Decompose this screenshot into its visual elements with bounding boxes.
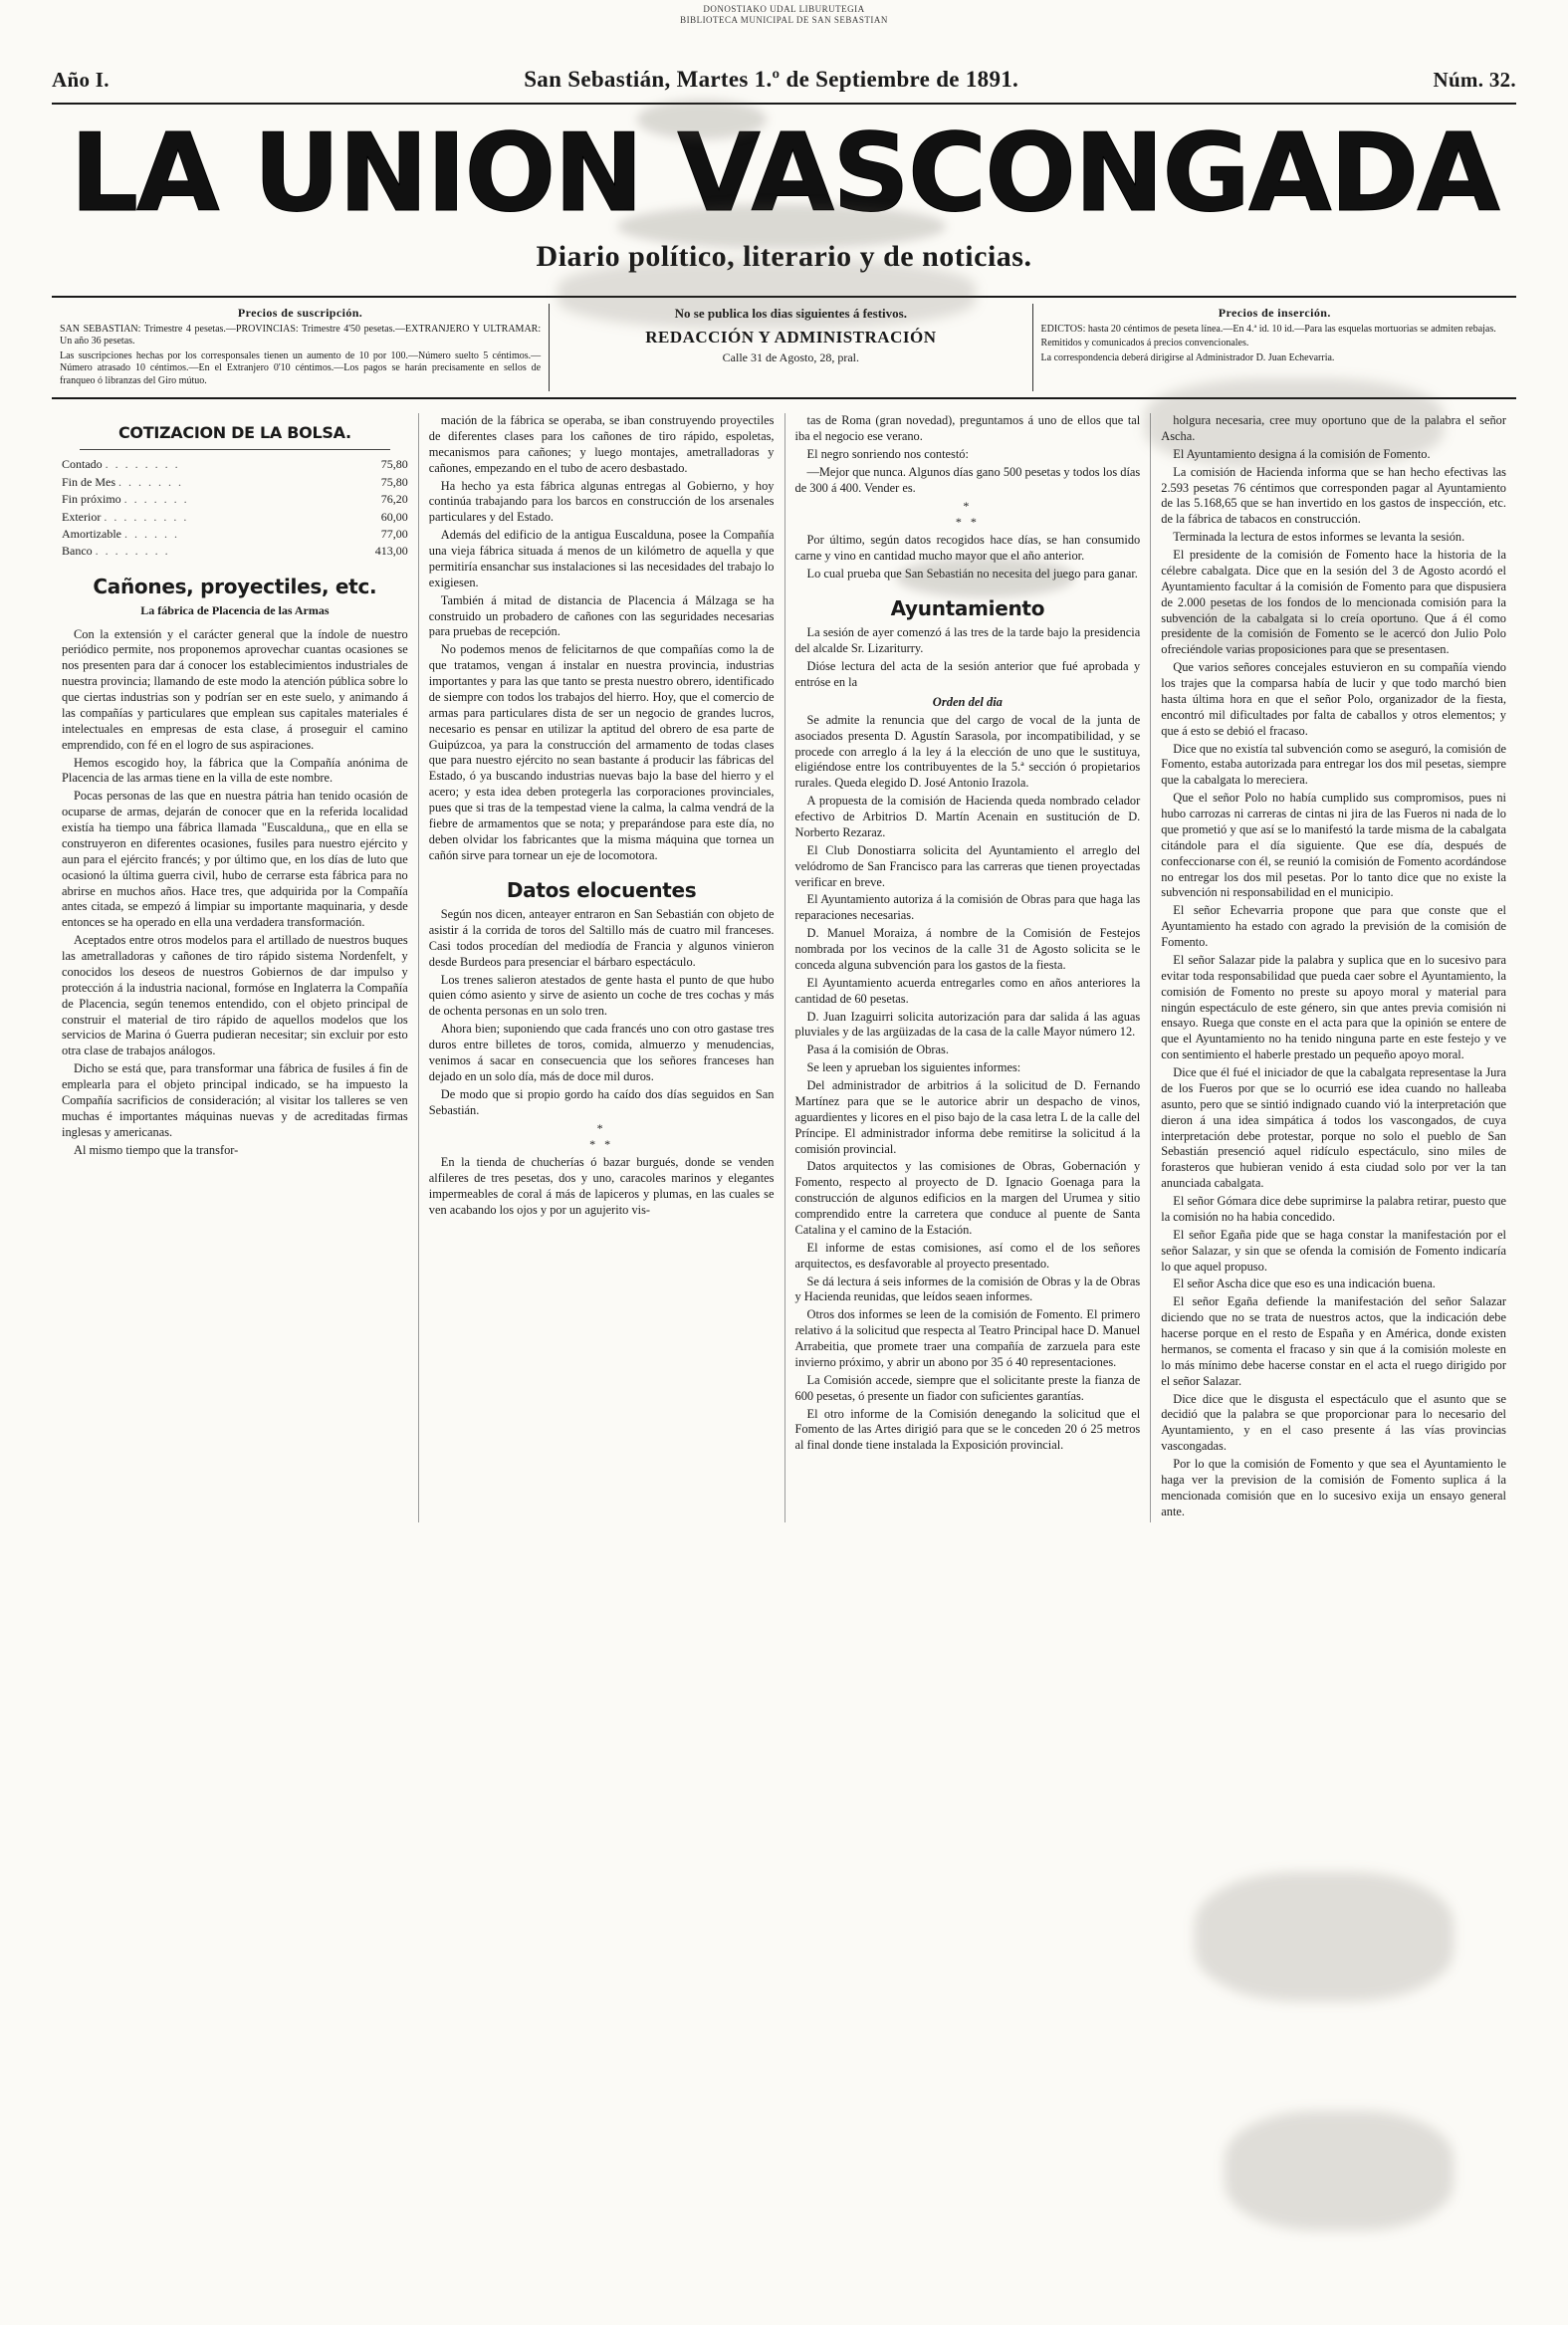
insertion-line-2: Remitidos y comunicados á precios convencionales. bbox=[1040, 338, 1249, 349]
paragraph: Dicho se está que, para transformar una fábrica de fusiles á fin de emplearla para el objeto principal indicado, se ha impuesto la Compañía sacrificios de consideración; al visitar los talleres se ven muchas é importantes máquinas nuevas y de acreditadas firmas inglesas y americanas. bbox=[62, 1061, 408, 1139]
quote-label-text: Fin de Mes bbox=[62, 474, 115, 489]
quote-value: 76,20 bbox=[380, 492, 408, 507]
paragraph: Aceptados entre otros modelos para el artillado de nuestros buques las ametralladoras y cañones de tiro rápido sistema Nordenfelt, y conocidos los deseos de nuestros Gobiernos de dar impulso y protección á la industria nacional, formóse en Inglaterra la Compañía de Placencia, según tenemos entendido, con el objeto principal de construir el material de tiro rápido de aquellos modelos que los servicios de Marina ó Guerra pudieran necesitar; sin excluir por esto otra clase de trabajos análogos. bbox=[62, 933, 408, 1058]
paragraph: El Club Donostiarra solicita del Ayuntamiento el arreglo del velódromo de San Francisco para las carreras que tienen proyectadas verificar en breve. bbox=[794, 842, 1141, 889]
newspaper-subtitle: Diario político, literario y de noticias. bbox=[536, 239, 1032, 273]
section-heading-ayuntamiento: Ayuntamiento bbox=[890, 595, 1045, 620]
paragraph: Ha hecho ya esta fábrica algunas entregas al Gobierno, y hoy continúa trabajando para los barcos en construcción de los arsenales particulares y del Estado. bbox=[428, 478, 775, 525]
quote-value: 60,00 bbox=[380, 509, 408, 524]
column-4 bbox=[1150, 413, 1516, 1522]
paragraph: El negro sonriendo nos contestó: bbox=[806, 446, 969, 461]
paragraph: Otros dos informes se leen de la comisión de Fomento. El primero relativo á la solicitud que respecta al Teatro Principal hace D. Manuel Arrabeitia, que promete traer una compañía de zarzuela para este invierno próximo, y abrir un abono por 35 ó 40 representaciones. bbox=[794, 1307, 1141, 1369]
article-columns bbox=[52, 413, 1516, 1522]
paragraph: D. Manuel Moraiza, á nombre de la Comisión de Festejos nombrada por los vecinos de la calle 31 de Agosto solicita se le conceda alguna subvención para los gastos de la fiesta. bbox=[794, 926, 1141, 972]
table-row bbox=[62, 474, 408, 491]
scan-smudge bbox=[1195, 1872, 1454, 2001]
paragraph: El Ayuntamiento designa á la comisión de Fomento. bbox=[1173, 446, 1431, 461]
quote-value: 77,00 bbox=[380, 526, 408, 541]
paragraph: A propuesta de la comisión de Hacienda queda nombrado celador efectivo de Arbitrios D. Martín Acenain en sustitución de D. Norberto Rezaraz. bbox=[794, 794, 1141, 839]
paragraph: Que el señor Polo no había cumplido sus compromisos, pues ni hubo carrozas ni carreras de cintas ni jira de las Fueros ni nada de lo que prometió y que así se lo manifestó la tarde misma de la cabalgata citándole para el día siguiente. Que ese día, después de confeccionarse con él, se reunió la comisión de Fomento acordándose no entregar los dos mil pesetas. Por lo tanto dice que no existe la subvención ni responsabilidad en el municipio. bbox=[1161, 791, 1506, 900]
publication-notice: No se publica los dias siguientes á festivos. bbox=[674, 305, 907, 321]
paragraph: Dice que no existía tal subvención como se aseguró, la comisión de Fomento, estaba autorizada para entregar los dos mil pesetas, siempre que la cabalgata lo mereciera. bbox=[1161, 741, 1506, 788]
library-stamp bbox=[0, 0, 1568, 27]
dot-leader: . . . . . . . . . bbox=[104, 509, 189, 524]
quote-value: 75,80 bbox=[380, 457, 408, 472]
paragraph: El otro informe de la Comisión denegando la solicitud que el Fomento de las Artes dirigió para que se le conceden 20 ó 25 metros al final donde tiene instalada la Exposición provincial. bbox=[794, 1406, 1141, 1453]
paragraph: Se admite la renuncia que del cargo de vocal de la junta de asociados presenta D. Agustín Sarasola, por incompatibilidad, y se procede con arreglo á la ley á la elección de uno que le sustituya, eligiéndose entre los contribuyentes de la 5.ª sección ó propietarios rurales. Queda elegido D. José Antonio Irazola. bbox=[794, 712, 1141, 791]
paragraph: Por último, según datos recogidos hace días, se han consumido carne y vino en cantidad mucho mayor que el año anterior. bbox=[794, 533, 1141, 563]
quote-value: 75,80 bbox=[380, 474, 408, 489]
paragraph: Por lo que la comisión de Fomento y que sea el Ayuntamiento le haga ver la prevision de la comisión de Fomento suplica á la mencionada comisión que en lo sucesivo exija un ensayo general ante. bbox=[1161, 1457, 1506, 1518]
paragraph: Dióse lectura del acta de la sesión anterior que fué aprobada y entróse en la bbox=[794, 659, 1141, 689]
paragraph: Según nos dicen, anteayer entraron en San Sebastián con objeto de asistir á la corrida de toros del Saltillo más de cuatro mil franceses. Casi todos procedían del mediodía de Francia y algunos vinieron desde Burdeos para presenciar el bárbaro espectáculo. bbox=[428, 907, 775, 969]
dot-leader: . . . . . . . . bbox=[95, 544, 170, 559]
paragraph: El presidente de la comisión de Fomento hace la historia de la célebre cabalgata. Dice que en la sesión del 3 de Agosto acordó el Ayuntamiento facultar á la comisión de Fomento para que dispusiera de 2.000 pesetas de los fondos de lo mencionada comisión para la subvención de la cabalgata si lo creía oportuno. Que á él como presidente de la comisión de Fomento se le acercó don Julio Polo ofreciéndole varias proposiciones para que se presentasen. bbox=[1161, 548, 1506, 657]
paragraph: El señor Salazar pide la palabra y suplica que en lo sucesivo para evitar toda responsabilidad que pueda caer sobre el Ayuntamiento, la comisión de Fomento no preste su apoyo moral y material para ningún espectáculo de este género, sin que antes previa comisión ni ensayo. Ruega que conste en el acta para que la opinión se entere de que el Ayuntamiento no ha tenido ninguna parte en este festejo y ve con sentimiento el haberle prestado un pequeño apoyo moral. bbox=[1161, 952, 1506, 1062]
quote-label bbox=[62, 526, 311, 543]
paragraph: D. Juan Izaguirri solicita autorización para dar salida á las aguas pluviales y de las argüizadas de la casa de la calle Mayor número 12. bbox=[794, 1009, 1141, 1040]
editorial-office-label: REDACCIÓN Y ADMINISTRACIÓN bbox=[645, 327, 937, 347]
table-row bbox=[62, 456, 408, 473]
paragraph: Los trenes salieron atestados de gente hasta el punto de que hubo quien cómo asiento y sirve de asiento un coche de tres cochas y más de ochenta personas en un solo tren. bbox=[428, 972, 775, 1019]
section-divider-stars: * * * bbox=[589, 1121, 614, 1151]
column-2 bbox=[418, 413, 784, 1522]
table-row bbox=[62, 491, 408, 508]
masthead-center-block bbox=[550, 304, 1032, 392]
editorial-office-address: Calle 31 de Agosto, 28, pral. bbox=[722, 350, 859, 364]
insertion-block bbox=[1033, 304, 1516, 392]
dot-leader: . . . . . . . bbox=[118, 474, 183, 489]
table-row bbox=[62, 543, 408, 560]
issue-line bbox=[52, 67, 1516, 93]
subscription-line-1: SAN SEBASTIAN: Trimestre 4 pesetas.—PROVINCIAS: Trimestre 4'50 pesetas.—EXTRANJERO Y ULTRAMAR: Un año 36 pesetas. bbox=[60, 323, 542, 347]
newspaper-title: LA UNION VASCONGADA bbox=[70, 111, 1498, 236]
paragraph: También á mitad de distancia de Placencia á Málzaga se ha construido un probadero de cañones con las seguridades necesarias para pruebas de recepción. bbox=[428, 592, 775, 639]
scan-smudge bbox=[1225, 2111, 1454, 2230]
article-subtitle: La fábrica de Placencia de las Armas bbox=[140, 603, 330, 618]
quote-label bbox=[62, 456, 311, 473]
paragraph: El Ayuntamiento autoriza á la comisión de Obras para que haga las reparaciones necesarias. bbox=[794, 892, 1141, 923]
paragraph: Terminada la lectura de estos informes se levanta la sesión. bbox=[1173, 530, 1465, 545]
masthead bbox=[0, 67, 1568, 274]
paragraph: Al mismo tiempo que la transfor- bbox=[74, 1142, 239, 1157]
paragraph: De modo que si propio gordo ha caído dos días seguidos en San Sebastián. bbox=[428, 1086, 775, 1117]
paragraph: Hemos escogido hoy, la fábrica que la Compañía anónima de Placencia de las armas tiene en la villa de este nombre. bbox=[62, 755, 408, 786]
quote-label bbox=[62, 491, 311, 508]
table-row bbox=[62, 526, 408, 543]
paragraph: Lo cual prueba que San Sebastián no necesita del juego para ganar. bbox=[806, 566, 1138, 581]
paragraph: Se dá lectura á seis informes de la comisión de Obras y la de Obras y Hacienda reunidas, que leídos seaen informes. bbox=[794, 1274, 1141, 1304]
paragraph: holgura necesaria, cree muy oportuno que de la palabra el señor Ascha. bbox=[1161, 413, 1506, 443]
quote-label-text: Fin próximo bbox=[62, 492, 121, 507]
quote-value: 413,00 bbox=[374, 544, 408, 559]
dot-leader: . . . . . . bbox=[123, 526, 179, 541]
insertion-header: Precios de inserción. bbox=[1218, 305, 1331, 320]
paragraph: La Comisión accede, siempre que el solicitante preste la fianza de 600 pesetas, ó presente un fiador con suficientes garantías. bbox=[794, 1372, 1141, 1403]
insertion-line-3: La correspondencia deberá dirigirse al Administrador D. Juan Echevarria. bbox=[1040, 351, 1335, 363]
paragraph: El señor Egaña pide que se haga constar la manifestación por el señor Salazar, y sin que se ofenda la comisión de Fomento indicaría lo que aquel propuso. bbox=[1161, 1227, 1506, 1274]
subscription-header: Precios de suscripción. bbox=[237, 305, 363, 320]
quote-label-text: Contado bbox=[62, 457, 103, 472]
paragraph: Del administrador de arbitrios á la solicitud de D. Fernando Martínez para que se le autorice abrir un despacho de vinos, aguardientes y licores en el piso bajo de la casa letra L de la calle del Príncipe. El administrador informa debe remitirse la solicitud á la comisión provincial. bbox=[794, 1078, 1141, 1156]
library-stamp-line1: DONOSTIAKO UDAL LIBURUTEGIA bbox=[703, 4, 865, 14]
paragraph: El señor Egaña defiende la manifestación del señor Salazar diciendo que no se trata de nuestros actos, que la indicación debe hacerse porque en el resto de España y en América, donde existen hermanos, se comenta el fracaso y sin que á la comisión moleste en lo más mínimo debe hacerse constar en el acta el ruego dirigido por el señor Salazar. bbox=[1161, 1294, 1506, 1388]
paragraph: —Mejor que nunca. Algunos días gano 500 pesetas y todos los días de 300 á 400. Vender es. bbox=[794, 464, 1141, 495]
masthead-rule bbox=[52, 103, 1516, 105]
paragraph: En la tienda de chucherías ó bazar burgués, donde se venden alfileres de tres pesetas, dos y uno, caracoles marinos y elegantes impermeables de coral á más de lapiceros y plumas, en las cuales se ven acabando los ojos y por un agujerito vis- bbox=[428, 1155, 775, 1217]
quote-label bbox=[62, 509, 311, 526]
paragraph: Se leen y aprueban los siguientes informes: bbox=[806, 1060, 1021, 1075]
paragraph: Además del edificio de la antigua Euscalduna, posee la Compañía una vieja fábrica situada á menos de un kilómetro de aquella y que permitiría ensanchar sus instalaciones si las necesidades del trabajo lo exigiesen. bbox=[428, 528, 775, 589]
insertion-line-1: EDICTOS: hasta 20 céntimos de peseta línea.—En 4.ª id. 10 id.—Para las esquelas mortuorias se admiten rebajas. bbox=[1040, 323, 1496, 335]
paragraph: Dice que él fué el iniciador de que la cabalgata representase la Jura de los Fueros por que se lo ocurrió ese idea cuando no halleaba asunto, pero que se sintió indignado cuando vió la interpretación que dieron á una idea simpática á todos los vascongados, de cuya interpretación debe protestar, porque no solo el pueblo de San Sebastián presenció aquel ridículo espectáculo, sino miles de forasteros que hubieran venido á esta ciudad solo por ver la tan anunciada cabalgata. bbox=[1161, 1065, 1506, 1191]
column-3 bbox=[784, 413, 1151, 1522]
paragraph: Con la extensión y el carácter general que la índole de nuestro periódico permite, nos proponemos aprovechar cuantas ocasiones se nos presenten para dar á conocer los establecimientos industriales de nuestra provincia; llamando de este modo la atención pública sobre lo que ciertas industrias son y podrían ser en este suelo, y animando á las compañías y particulares que emplean sus capitales materiales é intelectuales en empresas de esta clase, á proseguir el camino emprendido, con fé en el logro de sus aspiraciones. bbox=[62, 626, 408, 752]
paragraph: tas de Roma (gran novedad), preguntamos á uno de ellos que tal iba el negocio ese verano. bbox=[794, 413, 1141, 443]
bolsa-heading: COTIZACION DE LA BOLSA. bbox=[117, 423, 351, 442]
issue-year: Año I. bbox=[52, 67, 110, 92]
quote-label bbox=[62, 474, 311, 491]
quote-label-text: Amortizable bbox=[62, 526, 121, 541]
paragraph: Pasa á la comisión de Obras. bbox=[806, 1043, 949, 1057]
bolsa-table bbox=[62, 456, 408, 560]
paragraph: El Ayuntamiento acuerda entregarles como en años anteriores la cantidad de 60 pesetas. bbox=[794, 975, 1141, 1006]
paragraph: La sesión de ayer comenzó á las tres de la tarde bajo la presidencia del alcalde Sr. Lizariturry. bbox=[794, 625, 1141, 656]
paragraph: Datos arquitectos y las comisiones de Obras, Gobernación y Fomento, respecto al proyecto de D. Ignacio Goenaga para la construcción de algunos edificios en la margen del Urumea y sitio comprendido entre la carretera que conduce al puente de Santa Catalina y el camino de la Estación. bbox=[794, 1159, 1141, 1237]
paragraph: El informe de estas comisiones, así como el de los señores arquitectos, es desfavorable al proyecto presentado. bbox=[794, 1240, 1141, 1271]
paragraph: No podemos menos de felicitarnos de que compañías como la de que tratamos, vengan á instalar en nuestra provincia, industrias importantes y para las que tanto se presta nuestro obrero, identificado de siempre con todos los trabajos del hierro. Hoy, que el comercio de armas para particulares dista de ser un negocio de grandes lucros, necesario es pensar en utilizar la aptitud del obrero de esa parte de Guipúzcoa, ya para la construcción del armamento de todas clases que para nuestro ejército no sean bastante á producir las fábricas del Estado, ó ya buscando industrias nuevas bajo la base del hierro y el acero; y esta idea deben protegerla las corporaciones provinciales, pues que si tras de la tempestad viene la calma, la calma vendrá de la fiebre de armamentos que se nota; y preparándose para este día, no deben olvidar los fabricantes que la misma máquina que tornea un cañón sirve para tornear un eje de locomotora. bbox=[428, 642, 775, 862]
section-divider-stars: * * * bbox=[955, 499, 980, 529]
quote-label-text: Banco bbox=[62, 544, 93, 559]
dot-leader: . . . . . . . . bbox=[105, 457, 180, 472]
subscription-block bbox=[52, 304, 550, 392]
paragraph: El señor Echevarria propone que para que conste que el Ayuntamiento ha estado con agrado la previsión de la comisión de Fomento. bbox=[1161, 903, 1506, 949]
info-bar bbox=[52, 296, 1516, 400]
issue-number: Núm. 32. bbox=[1433, 67, 1516, 92]
issue-dateline: San Sebastián, Martes 1.º de Septiembre de 1891. bbox=[524, 66, 1019, 92]
section-heading-datos: Datos elocuentes bbox=[506, 877, 697, 902]
order-of-the-day-heading: Orden del dia bbox=[932, 694, 1003, 709]
paragraph: mación de la fábrica se operaba, se iban construyendo proyectiles de diferentes clases para los cañones de tiro rápido, espoletas, mecanismos para cañones; y luego montajes, ametralladoras y cañones, empezando en el tubo de acero desbastado. bbox=[428, 413, 775, 475]
paragraph: El señor Gómara dice debe suprimirse la palabra retirar, puesto que la comisión no ha habia concedido. bbox=[1161, 1194, 1506, 1224]
table-row bbox=[62, 509, 408, 526]
paragraph: Pocas personas de las que en nuestra pátria han tenido ocasión de ocuparse de armas, dejarán de conocer que en la referida localidad existía ha tiempo una fábrica llamada "Euscalduna,, que en ella se construyeron en diferentes ocasiones, fusiles para nuestro ejército y aun para el ejército francés; y por último que, en los días de luto que ocasionó la última guerra civil, hubo de cerrarse esta fábrica para no abrirse en muchos años. Hace tres, que adquirida por la Compañía antes citada, se empezó á limpiar su importante maquinaria, y desde entonces se ha operado en ella una verdadera transformación. bbox=[62, 789, 408, 930]
dot-leader: . . . . . . . bbox=[123, 492, 189, 507]
quote-label-text: Exterior bbox=[62, 509, 102, 524]
paragraph: Que varios señores concejales estuvieron en su compañía viendo los trajes que la comparsa había de lucir y que todo marchó bien hasta última hora en que el señor Polo, organizador de la fiesta, encontró mil dificultades por falta de caballos y otros elementos; y que á esto se debió el fracaso. bbox=[1161, 660, 1506, 738]
quote-label bbox=[62, 543, 311, 560]
subscription-line-2: Las suscripciones hechas por los corresponsales tienen un aumento de 10 por 100.—Número suelto 5 céntimos.—Número atrasado 10 céntimos.—En el Extranjero 0'10 céntimos.—Los pagos se harán precisamente en sellos de franqueo ó libranzas del Giro mútuo. bbox=[60, 349, 542, 386]
paragraph: Dice dice que le disgusta el espectáculo que el asunto que se decidió que la palabra se que proporcionar para lo necesario del Ayuntamiento, y en el caso presente á las vías provincias vascongadas. bbox=[1161, 1391, 1506, 1454]
paragraph: La comisión de Hacienda informa que se han hecho efectivas las 2.593 pesetas 76 céntimos que corresponden pagar al Ayuntamiento de las 5.168,65 que se han invertido en los gastos de inspección, etc. de la fábrica de tabacos en construcción. bbox=[1161, 464, 1506, 527]
paragraph: El señor Ascha dice que eso es una indicación buena. bbox=[1173, 1277, 1436, 1291]
library-stamp-line2: BIBLIOTECA MUNICIPAL DE SAN SEBASTIAN bbox=[680, 15, 888, 26]
paragraph: Ahora bien; suponiendo que cada francés uno con otro gastase tres duros entre billetes de toros, comida, almuerzo y menudencias, venimos á sacar en consecuencia que los señores franceses han dejado en un solo día, más de doce mil duros. bbox=[428, 1022, 775, 1083]
column-1 bbox=[52, 413, 418, 1522]
article-title: Cañones, proyectiles, etc. bbox=[93, 574, 377, 598]
bolsa-rule bbox=[80, 449, 390, 450]
